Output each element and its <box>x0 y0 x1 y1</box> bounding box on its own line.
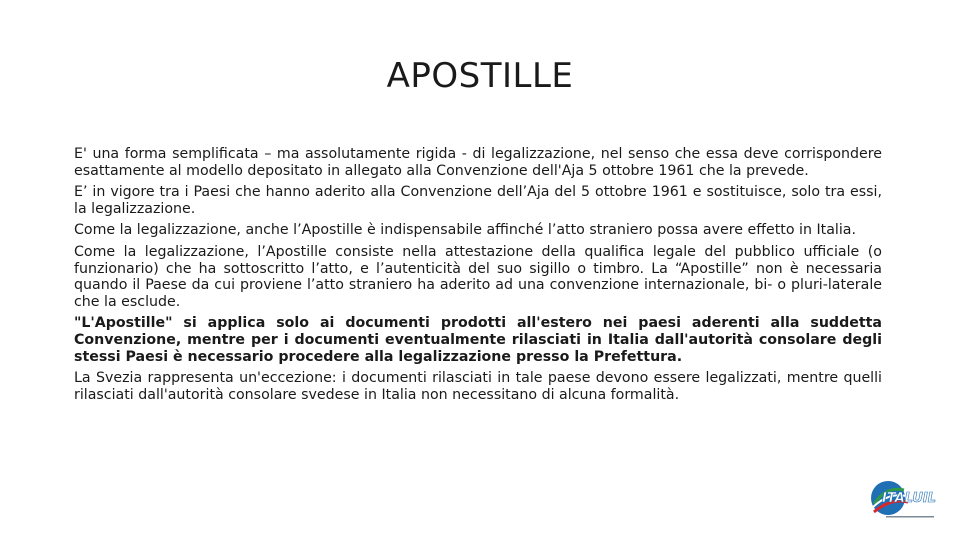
paragraph-scope: "L'Apostille" si applica solo ai documenti prodotti all'estero nei paesi aderenti alla suddetta Convenzione, mentre per i documenti eventualmente rilasciati in Italia dall'autorità consolare degli stessi Paesi è necessario procedere alla legalizzazione presso la Prefettura. <box>74 315 882 365</box>
logo-graphic <box>866 478 938 522</box>
slide-body <box>74 146 882 408</box>
italuil-logo-icon <box>866 478 938 522</box>
paragraph-definition: E' una forma semplificata – ma assolutamente rigida - di legalizzazione, nel senso che essa deve corrispondere esattamente al modello depositato in allegato alla Convenzione dell'Aja 5 ottobre 1961 che la prevede. <box>74 146 882 179</box>
slide-title: APOSTILLE <box>386 56 574 96</box>
paragraph-sweden-exception: La Svezia rappresenta un'eccezione: i documenti rilasciati in tale paese devono essere legalizzati, mentre quelli rilasciati dall'autorità consolare svedese in Italia non necessitano di alcuna formalità. <box>74 370 882 403</box>
paragraph-indispensable: Come la legalizzazione, anche l’Apostille è indispensabile affinché l’atto straniero possa avere effetto in Italia. <box>74 222 856 239</box>
logo-wordmark: ITALUIL <box>882 491 937 506</box>
logo-tagline <box>886 516 934 518</box>
paragraph-in-force: E’ in vigore tra i Paesi che hanno aderito alla Convenzione dell’Aja del 5 ottobre 1961 e sostituisce, solo tra essi, la legalizzazione. <box>74 184 882 217</box>
paragraph-attestation: Come la legalizzazione, l’Apostille consiste nella attestazione della qualifica legale del pubblico ufficiale (o funzionario) che ha sottoscritto l’atto, e l’autenticità del suo sigillo o timbro. La “Apostille” non è necessaria quando il Paese da cui proviene l’atto straniero ha aderito ad una convenzione internazionale, bi- o pluri-laterale che la esclude. <box>74 243 882 310</box>
